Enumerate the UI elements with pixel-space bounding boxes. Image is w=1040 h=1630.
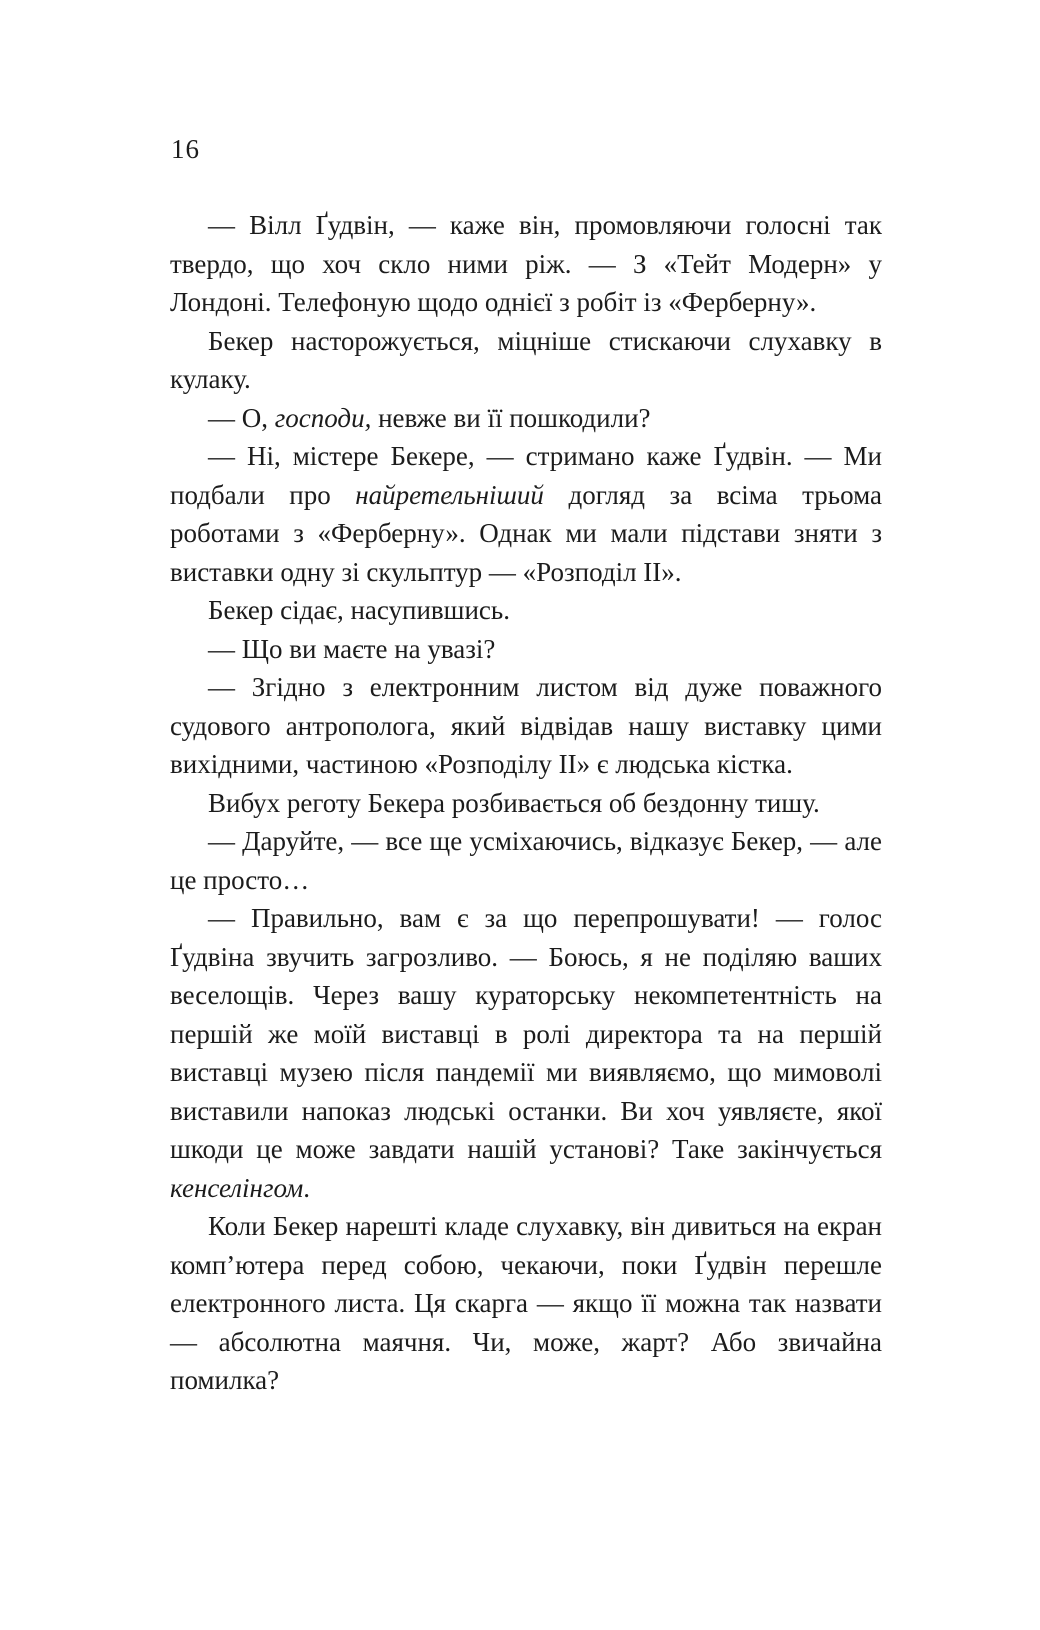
text-run: . — [303, 1172, 310, 1203]
text-run: Бекер сідає, насупившись. — [208, 595, 510, 625]
text-run: — О, — [208, 402, 275, 433]
page-number: 16 — [171, 134, 200, 164]
italic-text-run: кенселінгом — [170, 1172, 304, 1203]
text-run: — Правильно, вам є за що перепрошувати! — голос Ґудвіна звучить загрозливо. — Боюсь, я не поділяю ваших веселощів. Через вашу кураторську некомпетентність на першій же моїй виставці в ролі директора та на першій виставці музею після пандемії ми виявляємо, що мимоволі виставили напоказ людські останки. Ви хоч уявляєте, якої шкоди це може завдати нашій установі? Таке закінчується — [170, 903, 882, 1164]
text-run: — Ні, містере Бекере, — стримано каже Ґудвін. — Ми подбали про — [170, 441, 882, 510]
paragraph — [170, 630, 882, 669]
paragraph — [170, 206, 882, 322]
text-run: догляд за всіма трьома роботами з «Ферберну». Однак ми мали підстави зняти з виставки одну зі скульптур — «Розподіл II». — [170, 479, 882, 587]
paragraph — [170, 322, 882, 399]
paragraph — [170, 822, 882, 899]
text-run: — Вілл Ґудвін, — каже він, промовляючи голосні так твердо, що хоч скло ними ріж. — З «Тейт Модерн» у Лондоні. Телефоную щодо однієї з робіт із «Ферберну». — [170, 210, 882, 317]
text-run: — Даруйте, — все ще усміхаючись, відказує Бекер, — але це просто… — [170, 826, 882, 895]
italic-text-run: господи, — [274, 402, 372, 433]
text-run: Коли Бекер нарешті кладе слухавку, він дивиться на екран комп’ютера перед собою, чекаючи, поки Ґудвін перешле електронного листа. Ця скарга — якщо її можна так назвати — абсолютна маячня. Чи, може, жарт? Або звичайна помилка? — [170, 1211, 882, 1395]
paragraph — [170, 668, 882, 784]
text-block — [170, 206, 882, 1400]
paragraph — [170, 784, 882, 823]
text-run: Вибух реготу Бекера розбивається об бездонну тишу. — [208, 787, 820, 818]
paragraph — [170, 437, 882, 591]
paragraph — [170, 899, 882, 1207]
paragraph — [170, 1207, 882, 1400]
text-run: невже ви її пошкодили? — [371, 402, 651, 433]
paragraph — [170, 591, 882, 630]
text-run: Бекер насторожується, міцніше стискаючи слухавку в кулаку. — [170, 325, 882, 394]
italic-text-run: найретельніший — [355, 479, 544, 510]
paragraph — [170, 399, 882, 438]
text-run: — Згідно з електронним листом від дуже поважного судового антрополога, який відвідав нашу виставку цими вихідними, частиною «Розподілу II» є людська кістка. — [170, 672, 882, 779]
text-run: — Що ви маєте на увазі? — [208, 633, 496, 664]
